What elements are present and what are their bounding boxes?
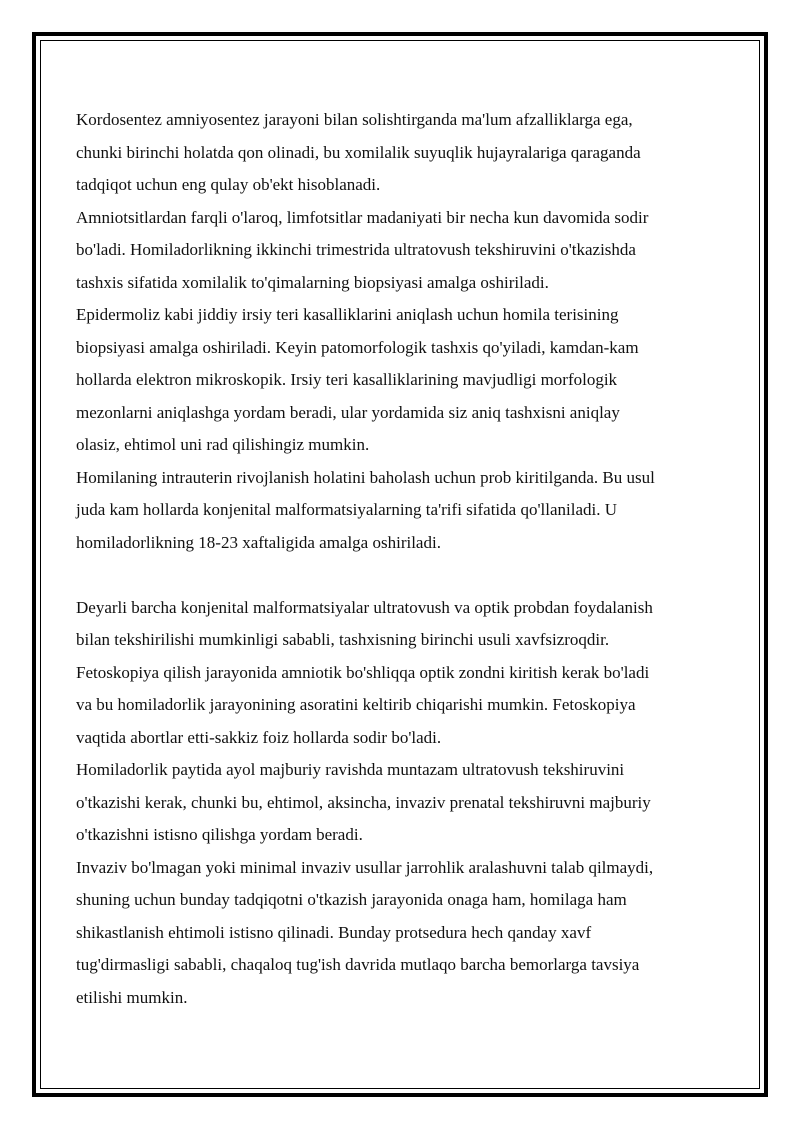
text-line: tadqiqot uchun eng qulay ob'ekt hisoblanadi. [76, 175, 381, 194]
text-line: bo'ladi. Homiladorlikning ikkinchi trimestrida ultratovush tekshiruvini o'tkazishda [76, 240, 636, 259]
text-line: Invaziv bo'lmagan yoki minimal invaziv usullar jarrohlik aralashuvni talab qilmaydi, [76, 857, 654, 877]
text-line: Homilaning intrauterin rivojlanish holatini baholash uchun prob kiritilganda. Bu usul [76, 467, 655, 487]
text-line: Homiladorlik paytida ayol majburiy ravishda muntazam ultratovush tekshiruvini [76, 760, 625, 779]
text-line: homiladorlikning 18-23 xaftaligida amalga oshiriladi. [76, 532, 441, 552]
text-line: shuning uchun bunday tadqiqotni o'tkazish jarayonida onaga ham, homilaga ham [76, 890, 627, 909]
text-line: vaqtida abortlar etti-sakkiz foiz hollarda sodir bo'ladi. [76, 727, 442, 747]
paragraph-gap [76, 559, 726, 592]
text-line: olasiz, ehtimol uni rad qilishingiz mumkin. [76, 435, 370, 454]
text-line: Fetoskopiya qilish jarayonida amniotik bo'shliqqa optik zondni kiritish kerak bo'ladi [76, 662, 650, 682]
text-line: mezonlarni aniqlashga yordam beradi, ular yordamida siz aniq tashxisni aniqlay [76, 402, 620, 422]
text-line: o'tkazishni istisno qilishga yordam beradi. [76, 825, 363, 844]
text-line: va bu homiladorlik jarayonining asoratini keltirib chiqarishi mumkin. Fetoskopiya [76, 695, 636, 714]
text-line: etilishi mumkin. [76, 987, 188, 1007]
text-line: tug'dirmasligi sababli, chaqaloq tug'ish davrida mutlaqo barcha bemorlarga tavsiya [76, 955, 640, 974]
text-line: Deyarli barcha konjenital malformatsiyalar ultratovush va optik probdan foydalanish [76, 597, 653, 617]
text-line: hollarda elektron mikroskopik. Irsiy teri kasalliklarining mavjudligi morfologik [76, 370, 618, 389]
text-line: biopsiyasi amalga oshiriladi. Keyin patomorfologik tashxis qo'yiladi, kamdan-kam [76, 337, 639, 357]
text-line: bilan tekshirilishi mumkinligi sababli, tashxisning birinchi usuli xavfsizroqdir. [76, 630, 610, 649]
text-line: chunki birinchi holatda qon olinadi, bu xomilalik suyuqlik hujayralariga qaraganda [76, 142, 641, 162]
text-line: Amniotsitlardan farqli o'laroq, limfotsitlar madaniyati bir necha kun davomida sodir [76, 207, 649, 227]
text-line: juda kam hollarda konjenital malformatsiyalarning ta'rifi sifatida qo'llaniladi. U [76, 500, 617, 519]
document-body [76, 104, 726, 1014]
text-line: o'tkazishi kerak, chunki bu, ehtimol, aksincha, invaziv prenatal tekshiruvni majburiy [76, 792, 651, 812]
text-line: Epidermoliz kabi jiddiy irsiy teri kasalliklarini aniqlash uchun homila terisining [76, 305, 619, 324]
text-line: shikastlanish ehtimoli istisno qilinadi. Bunday protsedura hech qanday xavf [76, 922, 592, 942]
text-line: Kordosentez amniyosentez jarayoni bilan solishtirganda ma'lum afzalliklarga ega, [76, 110, 633, 129]
text-line: tashxis sifatida xomilalik to'qimalarning biopsiyasi amalga oshiriladi. [76, 272, 549, 292]
